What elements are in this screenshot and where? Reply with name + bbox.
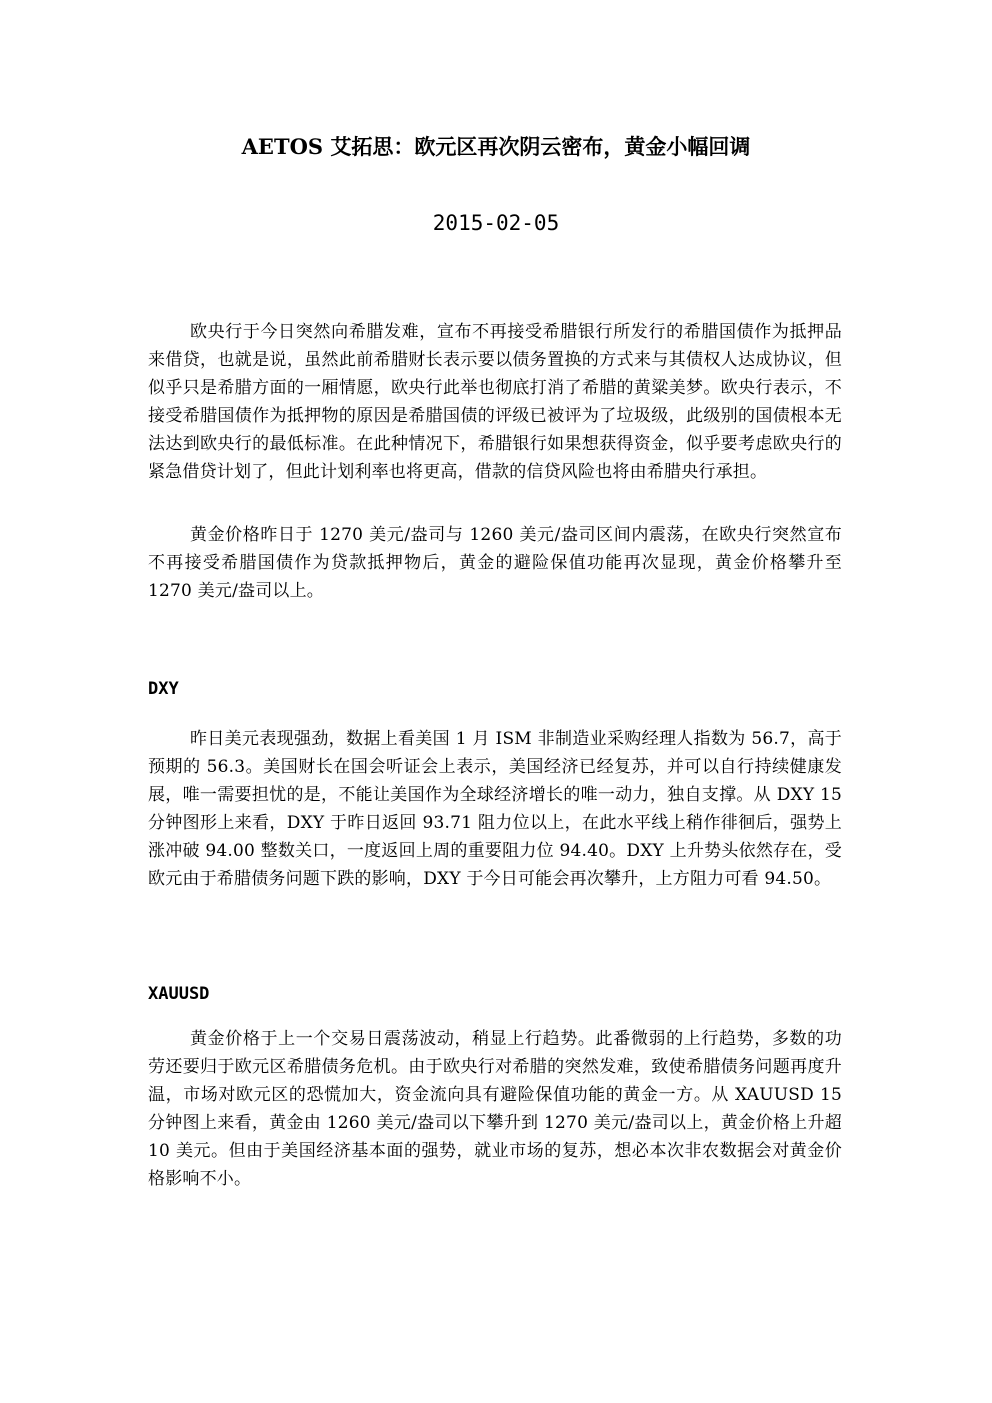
gold-summary-paragraph: 黄金价格昨日于 1270 美元/盎司与 1260 美元/盎司区间内震荡，在欧央行突然宣布不再接受希腊国债作为贷款抵押物后，黄金的避险保值功能再次显现，黄金价格攀升至 1270 美元/盎司以上。 <box>148 525 842 601</box>
section-heading-dxy: DXY <box>148 679 179 699</box>
dxy-paragraph: 昨日美元表现强劲，数据上看美国 1 月 ISM 非制造业采购经理人指数为 56.7，高于预期的 56.3。美国财长在国会听证会上表示，美国经济已经复苏，并可以自行持续健康发展，唯一需要担忧的是，不能让美国作为全球经济增长的唯一动力，独自支撑。从 DXY 15 分钟图形上来看，DXY 于昨日返回 93.71 阻力位以上，在此水平线上稍作徘徊后，强势上涨冲破 94.00 整数关口，一度返回上周的重要阻力位 94.40。DXY 上升势头依然存在，受欧元由于希腊债务问题下跌的影响，DXY 于今日可能会再次攀升，上方阻力可看 94.50。 <box>148 729 842 889</box>
section-heading-xauusd: XAUUSD <box>148 984 210 1004</box>
intro-paragraph: 欧央行于今日突然向希腊发难，宣布不再接受希腊银行所发行的希腊国债作为抵押品来借贷，也就是说，虽然此前希腊财长表示要以债务置换的方式来与其债权人达成协议，但似乎只是希腊方面的一厢情愿，欧央行此举也彻底打消了希腊的黄粱美梦。欧央行表示，不接受希腊国债作为抵押物的原因是希腊国债的评级已被评为了垃圾级，此级别的国债根本无法达到欧央行的最低标准。在此种情况下，希腊银行如果想获得资金，似乎要考虑欧央行的紧急借贷计划了，但此计划利率也将更高，借款的信贷风险也将由希腊央行承担。 <box>148 322 842 482</box>
document-title: AETOS 艾拓思：欧元区再次阴云密布，黄金小幅回调 <box>241 134 751 159</box>
document-date: 2015-02-05 <box>432 211 560 235</box>
xauusd-paragraph: 黄金价格于上一个交易日震荡波动，稍显上行趋势。此番微弱的上行趋势，多数的功劳还要归于欧元区希腊债务危机。由于欧央行对希腊的突然发难，致使希腊债务问题再度升温，市场对欧元区的恐慌加大，资金流向具有避险保值功能的黄金一方。从 XAUUSD 15 分钟图上来看，黄金由 1260 美元/盎司以下攀升到 1270 美元/盎司以上，黄金价格上升超 10 美元。但由于美国经济基本面的强势，就业市场的复苏，想必本次非农数据会对黄金价格影响不小。 <box>148 1029 842 1189</box>
